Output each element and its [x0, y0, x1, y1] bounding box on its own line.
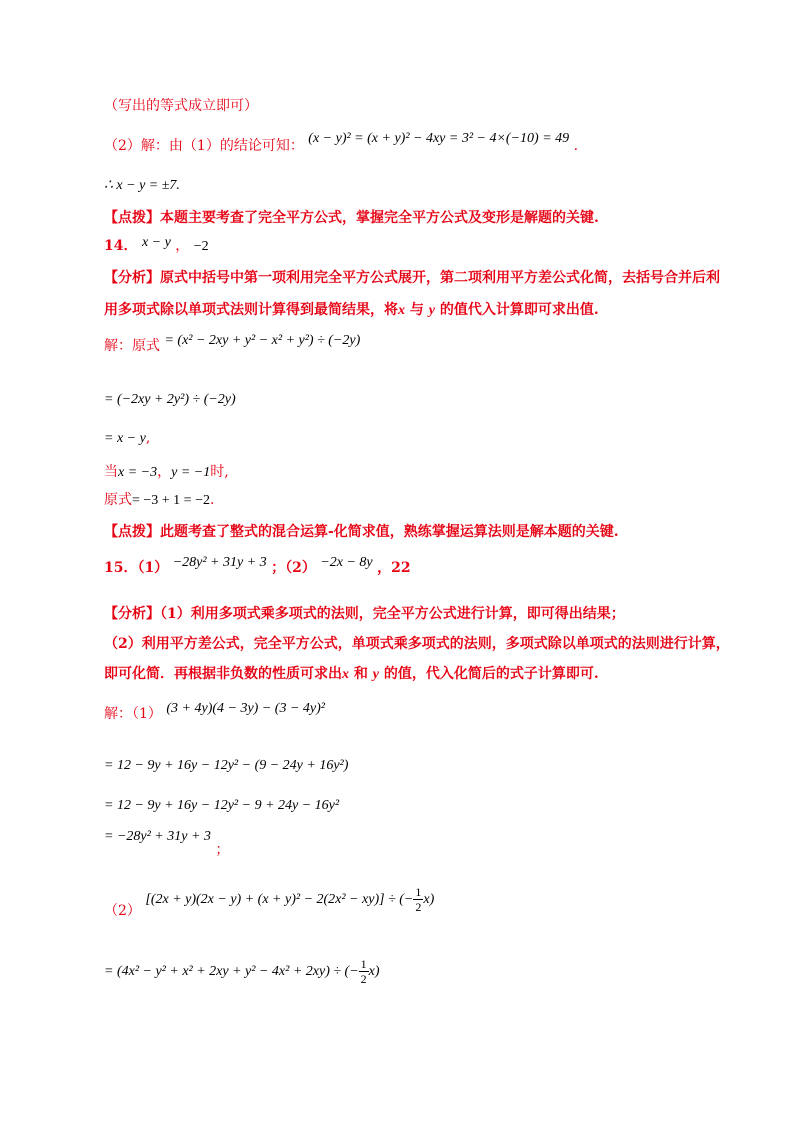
math-expression: (3 + 4y)(4 − 3y) − (3 − 4y)² — [166, 701, 325, 716]
punctuation: ， — [157, 464, 172, 480]
math-expression: y = −1 — [171, 465, 211, 480]
question-number: 14． — [104, 238, 138, 254]
step-label: （2）解：由（1）的结论可知： — [104, 138, 304, 154]
math-expression-part: [(2x + y)(2x − y) + (x + y)² − 2(2x² − xy)] ÷ (− — [145, 892, 414, 907]
math-expression: −2 — [193, 239, 209, 254]
math-expression: = −28y² + 31y + 3 — [104, 829, 211, 844]
fraction-denominator: 2 — [415, 900, 422, 915]
solution-step — [104, 882, 434, 917]
fraction-numerator: 1 — [360, 957, 367, 972]
answer-value: ，22 — [377, 560, 411, 576]
analysis-text: 的值代入计算即可求出值. — [434, 302, 599, 318]
analysis-text: 用多项式除以单项式法则计算得到最简结果，将 — [104, 302, 398, 318]
analysis-text: 的值，代入化简后的式子计算即可. — [378, 666, 599, 682]
math-expression-part: = (4x² − y² + x² + 2xy + y² − 4x² + 2xy) ÷ (− — [104, 964, 359, 979]
fraction — [413, 885, 423, 914]
punctuation: . — [209, 492, 215, 508]
tip-line — [104, 208, 599, 228]
analysis-line — [104, 604, 625, 624]
fraction-numerator: 1 — [415, 885, 422, 900]
step-label: （2） — [104, 903, 141, 919]
analysis-line — [104, 300, 599, 321]
math-expression: = (x² − 2xy + y² − x² + y²) ÷ (−2y) — [164, 333, 361, 348]
punctuation: ； — [215, 842, 230, 858]
variable: x — [342, 667, 349, 682]
math-expression — [145, 885, 435, 915]
step-text: 当 — [104, 464, 118, 480]
math-expression: (x − y)² = (x + y)² − 4xy = 3² − 4×(−10) = 49 — [308, 131, 570, 146]
math-expression: x = −3 — [118, 465, 158, 480]
question-number: 15．（1） — [104, 560, 169, 576]
tip-text: 本题主要考查了完全平方公式，掌握完全平方公式及变形是解题的关键. — [160, 210, 599, 226]
solution-step — [104, 954, 380, 989]
analysis-text: 与 — [405, 302, 429, 318]
math-expression: = x − y — [104, 431, 146, 446]
math-expression: ∴ x − y = ±7. — [104, 178, 180, 193]
variable: y — [428, 303, 435, 318]
analysis-line — [104, 268, 720, 288]
solution-step — [104, 462, 229, 483]
step-label: 解：（1） — [104, 706, 162, 722]
solution-step — [104, 701, 325, 725]
tip-text: 此题考查了整式的混合运算-化简求值，熟练掌握运算法则是解本题的关键. — [160, 524, 619, 540]
punctuation: . — [573, 138, 579, 154]
math-expression: = −3 + 1 = −2 — [132, 493, 210, 508]
tip-label: 【点拨】 — [104, 524, 160, 540]
analysis-line — [104, 664, 599, 685]
tip-line — [104, 522, 619, 542]
math-expression: = 12 − 9y + 16y − 12y² − 9 + 24y − 16y² — [104, 798, 340, 813]
math-expression — [104, 957, 380, 987]
analysis-text: （2）利用平方差公式，完全平方公式，单项式乘多项式的法则，多项式除以单项式的法则进行计算， — [104, 636, 730, 652]
analysis-label: 【分析】 — [104, 606, 160, 622]
tip-label: 【点拨】 — [104, 210, 160, 226]
analysis-text: 即可化简．再根据非负数的性质可求出 — [104, 666, 342, 682]
answer-line — [104, 236, 209, 257]
math-expression: x − y — [141, 235, 171, 250]
variable: y — [372, 667, 379, 682]
solution-step — [104, 490, 214, 511]
math-expression-part: x) — [368, 964, 380, 979]
fraction — [359, 957, 369, 986]
analysis-text: （1）利用多项式乘多项式的法则，完全平方公式进行计算，即可得出结果； — [160, 606, 625, 622]
step-text: 时, — [210, 464, 229, 480]
math-expression-part: x) — [423, 892, 435, 907]
variable: x — [398, 303, 405, 318]
math-expression: −2x − 8y — [320, 555, 373, 570]
analysis-text: 原式中括号中第一项利用完全平方公式展开，第二项利用平方差公式化简，去括号合并后利 — [160, 270, 720, 286]
answer-line — [104, 555, 411, 579]
punctuation: , — [145, 430, 151, 446]
math-expression: −28y² + 31y + 3 — [172, 555, 267, 570]
solution-step — [104, 428, 150, 449]
note-text: （写出的等式成立即可） — [104, 98, 258, 114]
punctuation: ；（2） — [271, 560, 316, 576]
analysis-text: 和 — [349, 666, 373, 682]
solution-step — [104, 826, 230, 858]
punctuation: ， — [175, 238, 190, 254]
solution-step — [104, 333, 361, 357]
step-label: 解：原式 — [104, 338, 160, 354]
analysis-label: 【分析】 — [104, 270, 160, 286]
fraction-denominator: 2 — [360, 972, 367, 987]
math-expression: = (−2xy + 2y²) ÷ (−2y) — [104, 392, 236, 407]
math-expression: = 12 − 9y + 16y − 12y² − (9 − 24y + 16y²) — [104, 758, 349, 773]
solution-step — [104, 131, 579, 157]
step-text: 原式 — [104, 492, 132, 508]
